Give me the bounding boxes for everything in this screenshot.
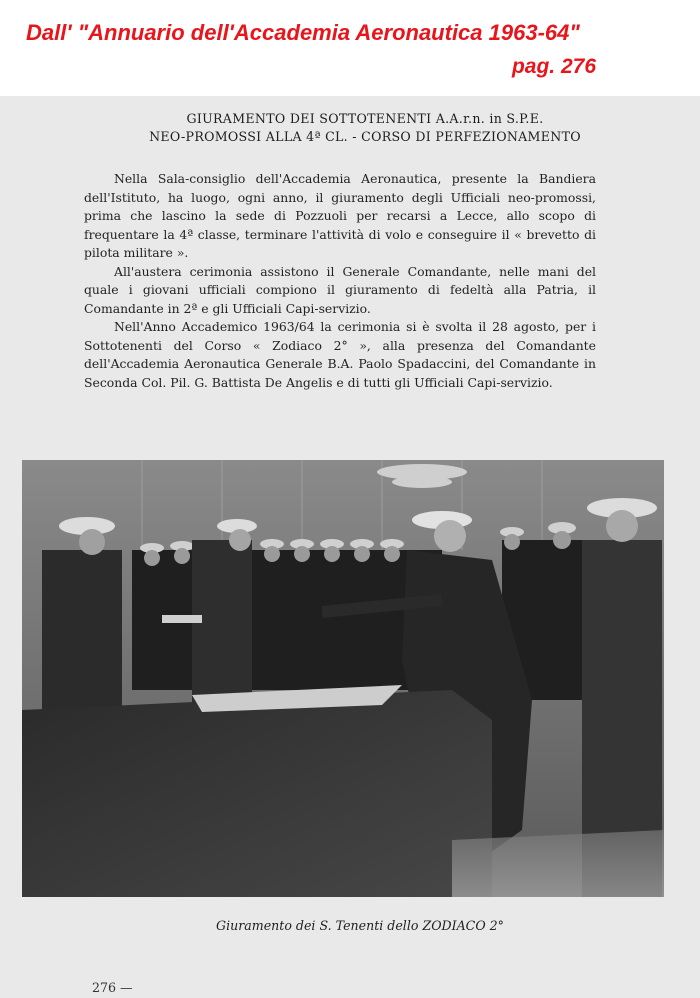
paragraph: Nella Sala-consiglio dell'Accademia Aeronautica, presente la Bandiera dell'Istituto, ha luogo, ogni anno, il giuramento degli Ufficiali neo-promossi, prima che lascino la sede di Pozzuoli per recarsi a Lecce, allo scopo di frequentare la 4ª classe, terminare l'attività di volo e conseguire il « brevetto di pilota militare ». — [84, 171, 596, 260]
scanned-page — [0, 96, 700, 998]
paragraph: Nell'Anno Accademico 1963/64 la cerimonia si è svolta il 28 agosto, per i Sottotenenti del Corso « Zodiaco 2° », alla presenza del Comandante dell'Accademia Aeronautica Generale B.A. Paolo Spadaccini, del Comandante in Seconda Col. Pil. G. Battista De Angelis e di tutti gli Ufficiali Capi-servizio. — [84, 319, 596, 390]
paragraph: All'austera cerimonia assistono il Generale Comandante, nelle mani del quale i giovani ufficiali compiono il giuramento di fedeltà alla Patria, il Comandante in 2ª e gli Ufficiali Capi-servizio. — [84, 263, 596, 316]
title-line-1: GIURAMENTO DEI SOTTOTENENTI A.A.r.n. in S.P.E. — [186, 111, 544, 126]
source-annotation: Dall' "Annuario dell'Accademia Aeronautica 1963-64" — [26, 20, 580, 45]
page-reference: pag. 276 — [511, 55, 596, 78]
photo-caption: Giuramento dei S. Tenenti dello ZODIACO 2° — [216, 918, 504, 933]
ceremony-photo — [22, 460, 664, 897]
article-body — [84, 170, 596, 392]
annotation-header — [0, 0, 700, 96]
article-title — [70, 110, 660, 146]
page-number: 276 — — [92, 980, 133, 995]
ceremony-photo-illustration — [22, 460, 664, 897]
title-line-2: NEO-PROMOSSI ALLA 4ª CL. - CORSO DI PERFEZIONAMENTO — [149, 129, 581, 144]
